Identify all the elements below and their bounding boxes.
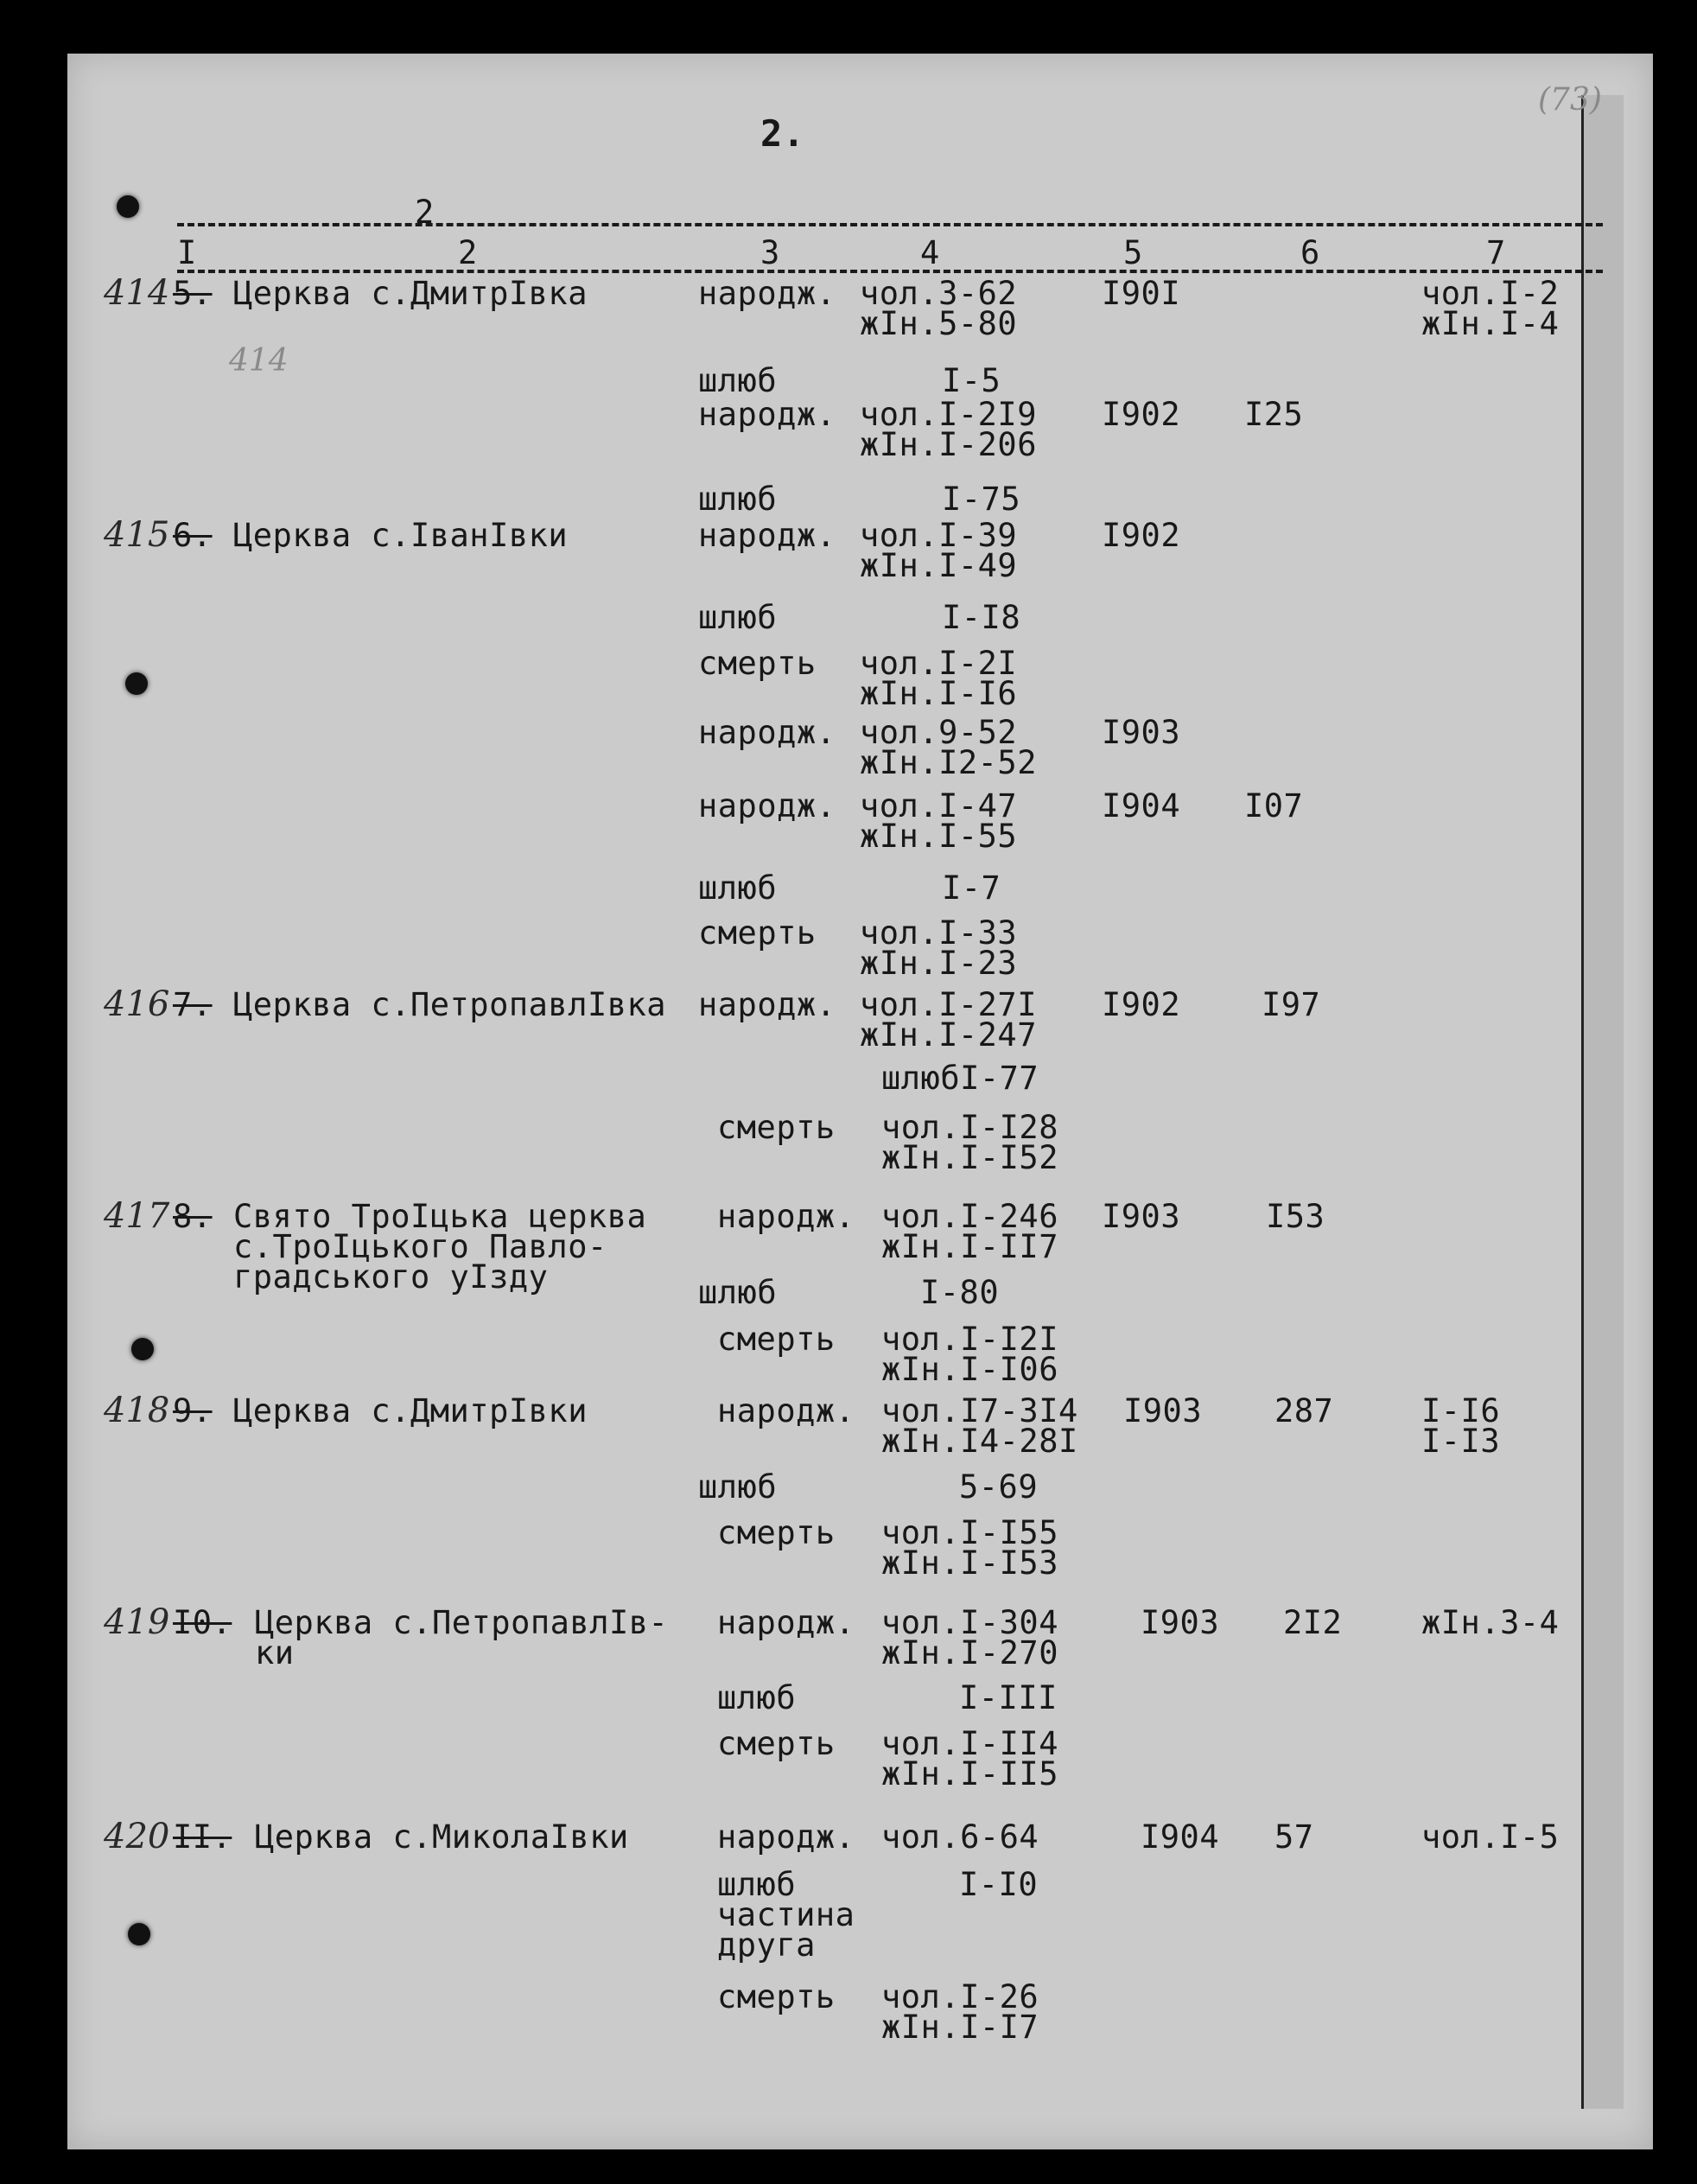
record-range: жIн.I-206 — [860, 426, 1037, 463]
record-type: смерть — [717, 1321, 836, 1358]
parish-name: Церква с.ДмитрIвка — [233, 275, 588, 312]
record-type: смерть — [698, 914, 817, 952]
record-range: чол.I-I2I — [881, 1321, 1058, 1358]
record-year: I904 — [1141, 1818, 1220, 1856]
inventory-number: 420 — [104, 1817, 170, 1856]
header-col-7: 7 — [1486, 234, 1506, 271]
record-range: жIн.I-I52 — [881, 1139, 1058, 1176]
record-range: I-7 — [942, 869, 1001, 907]
old-item-number: II. — [173, 1818, 232, 1856]
record-type: смерть — [717, 1514, 836, 1551]
parish-name: Церква с.ДмитрIвки — [233, 1392, 588, 1429]
record-range: жIн.I-I53 — [881, 1544, 1058, 1582]
record-type: шлюб — [717, 1679, 797, 1716]
record-range: чол.I-47 — [860, 787, 1018, 825]
record-type: народж. — [698, 517, 836, 554]
record-type: народж. — [698, 986, 836, 1023]
record-type: народж. — [717, 1198, 855, 1235]
record-type: друга — [717, 1926, 816, 1964]
record-type: шлюб — [698, 1274, 778, 1311]
record-range: чол.I-27I — [860, 986, 1037, 1023]
record-range: жIн.5-80 — [860, 305, 1018, 342]
note-column: жIн.3-4 — [1421, 1604, 1560, 1641]
pencil-number: 414 — [229, 343, 289, 379]
record-year: I90I — [1102, 275, 1181, 312]
record-range: I-80 — [920, 1274, 1000, 1311]
record-range: чол.I-I28 — [881, 1109, 1058, 1146]
folio-count: 57 — [1274, 1818, 1314, 1856]
record-type: шлюб — [698, 869, 778, 907]
record-range: 5-69 — [959, 1468, 1039, 1506]
archive-sheet-number: (73) — [1538, 82, 1602, 118]
record-range: чол.I-26 — [881, 1978, 1039, 2015]
record-range: чол.3-62 — [860, 275, 1018, 312]
header-col-5: 5 — [1123, 234, 1143, 271]
header-col-4: 4 — [920, 234, 940, 271]
record-range: чол.I-33 — [860, 914, 1018, 952]
record-range: жIн.I-I7 — [881, 2009, 1039, 2046]
parish-name: Церква с.МиколаIвки — [255, 1818, 629, 1856]
note-column: жIн.I-4 — [1421, 305, 1560, 342]
record-type: народж. — [698, 787, 836, 825]
record-range: I-I8 — [942, 599, 1021, 636]
header-col-6: 6 — [1300, 234, 1320, 271]
record-type: народж. — [717, 1818, 855, 1856]
record-type: народж. — [698, 396, 836, 433]
header-over-col2: 2 — [415, 194, 435, 231]
record-range: чол.I-39 — [860, 517, 1018, 554]
inventory-number: 416 — [104, 984, 170, 1024]
page-edge — [1581, 95, 1624, 2109]
record-year: I904 — [1102, 787, 1181, 825]
parish-name: Церква с.ПетропавлIвка — [233, 986, 667, 1023]
header-rule-bottom — [177, 270, 1603, 273]
record-type: смерть — [717, 1109, 836, 1146]
record-range: I-I0 — [959, 1866, 1039, 1903]
header-rule-top — [177, 223, 1603, 226]
record-year: I903 — [1102, 714, 1181, 751]
note-column: I-I6 — [1421, 1392, 1501, 1429]
record-type: шлюб — [698, 481, 778, 518]
folio-count: 287 — [1274, 1392, 1334, 1429]
record-range: чол.I-2I9 — [860, 396, 1037, 433]
parish-name: Церква с.IванIвки — [233, 517, 569, 554]
parish-name: с.ТроIцького Павло- — [233, 1228, 607, 1265]
old-item-number: I0. — [173, 1604, 232, 1641]
record-type: народж. — [698, 275, 836, 312]
record-range: чол.I-246 — [881, 1198, 1058, 1235]
inventory-number: 418 — [104, 1391, 170, 1430]
record-year: I902 — [1102, 396, 1181, 433]
record-range: I-5 — [942, 362, 1001, 399]
parish-name: Свято ТроIцька церква — [233, 1198, 647, 1235]
record-type: народж. — [717, 1604, 855, 1641]
record-range: жIн.I-23 — [860, 945, 1018, 982]
old-item-number: 8. — [173, 1198, 213, 1235]
punch-hole — [125, 672, 148, 695]
record-type: шлюб — [698, 599, 778, 636]
inventory-number: 414 — [104, 273, 170, 313]
record-type: частина — [717, 1896, 855, 1933]
punch-hole — [128, 1923, 150, 1945]
old-item-number: 7. — [173, 986, 213, 1023]
inventory-number: 415 — [104, 515, 170, 555]
parish-name: градського уIзду — [233, 1258, 549, 1296]
folio-count: I53 — [1266, 1198, 1325, 1235]
note-column: чол.I-5 — [1421, 1818, 1560, 1856]
folio-count: 2I2 — [1283, 1604, 1343, 1641]
inventory-number: 419 — [104, 1602, 170, 1642]
header-col-2: 2 — [458, 234, 478, 271]
header-col-1: I — [177, 234, 197, 271]
page-number: 2. — [760, 112, 805, 155]
record-range: жIн.I-55 — [860, 818, 1018, 855]
record-type: смерть — [717, 1725, 836, 1762]
record-range: жIн.I-I6 — [860, 675, 1018, 712]
record-range: I-III — [959, 1679, 1058, 1716]
record-range: жIн.I-I06 — [881, 1351, 1058, 1388]
record-type: шлюб — [698, 1468, 778, 1506]
record-range: жIн.I2-52 — [860, 744, 1037, 781]
record-range: чол.I7-3I4 — [881, 1392, 1078, 1429]
record-type: смерть — [698, 645, 817, 682]
record-type: смерть — [717, 1978, 836, 2015]
folio-count: I97 — [1262, 986, 1321, 1023]
header-col-3: 3 — [760, 234, 780, 271]
record-range: чол.I-2I — [860, 645, 1018, 682]
record-type: шлюб — [698, 362, 778, 399]
record-range: жIн.I-247 — [860, 1016, 1037, 1054]
parish-name: Церква с.ПетропавлIв- — [255, 1604, 669, 1641]
old-item-number: 9. — [173, 1392, 213, 1429]
old-item-number: 6. — [173, 517, 213, 554]
folio-count: I07 — [1244, 787, 1304, 825]
record-range: жIн.I-II5 — [881, 1755, 1058, 1792]
record-range: жIн.I-270 — [881, 1634, 1058, 1671]
punch-hole — [117, 195, 139, 218]
record-range: жIн.I-49 — [860, 547, 1018, 584]
record-type: шлюб — [717, 1866, 797, 1903]
inventory-number: 417 — [104, 1196, 170, 1236]
record-type: народж. — [698, 714, 836, 751]
old-item-number: 5. — [173, 275, 213, 312]
record-range: шлюбI-77 — [881, 1060, 1039, 1097]
record-year: I903 — [1102, 1198, 1181, 1235]
record-type: народж. — [717, 1392, 855, 1429]
record-range: жIн.I4-28I — [881, 1423, 1078, 1460]
record-range: чол.I-I55 — [881, 1514, 1058, 1551]
record-year: I903 — [1141, 1604, 1220, 1641]
note-column: чол.I-2 — [1421, 275, 1560, 312]
record-range: чол.I-304 — [881, 1604, 1058, 1641]
punch-hole — [131, 1338, 154, 1360]
record-year: I902 — [1102, 986, 1181, 1023]
note-column: I-I3 — [1421, 1423, 1501, 1460]
record-range: чол.6-64 — [881, 1818, 1039, 1856]
record-range: чол.9-52 — [860, 714, 1018, 751]
record-range: I-75 — [942, 481, 1021, 518]
record-range: жIн.I-II7 — [881, 1228, 1058, 1265]
record-year: I903 — [1123, 1392, 1203, 1429]
parish-name: ки — [255, 1634, 295, 1671]
record-year: I902 — [1102, 517, 1181, 554]
record-range: чол.I-II4 — [881, 1725, 1058, 1762]
folio-count: I25 — [1244, 396, 1304, 433]
